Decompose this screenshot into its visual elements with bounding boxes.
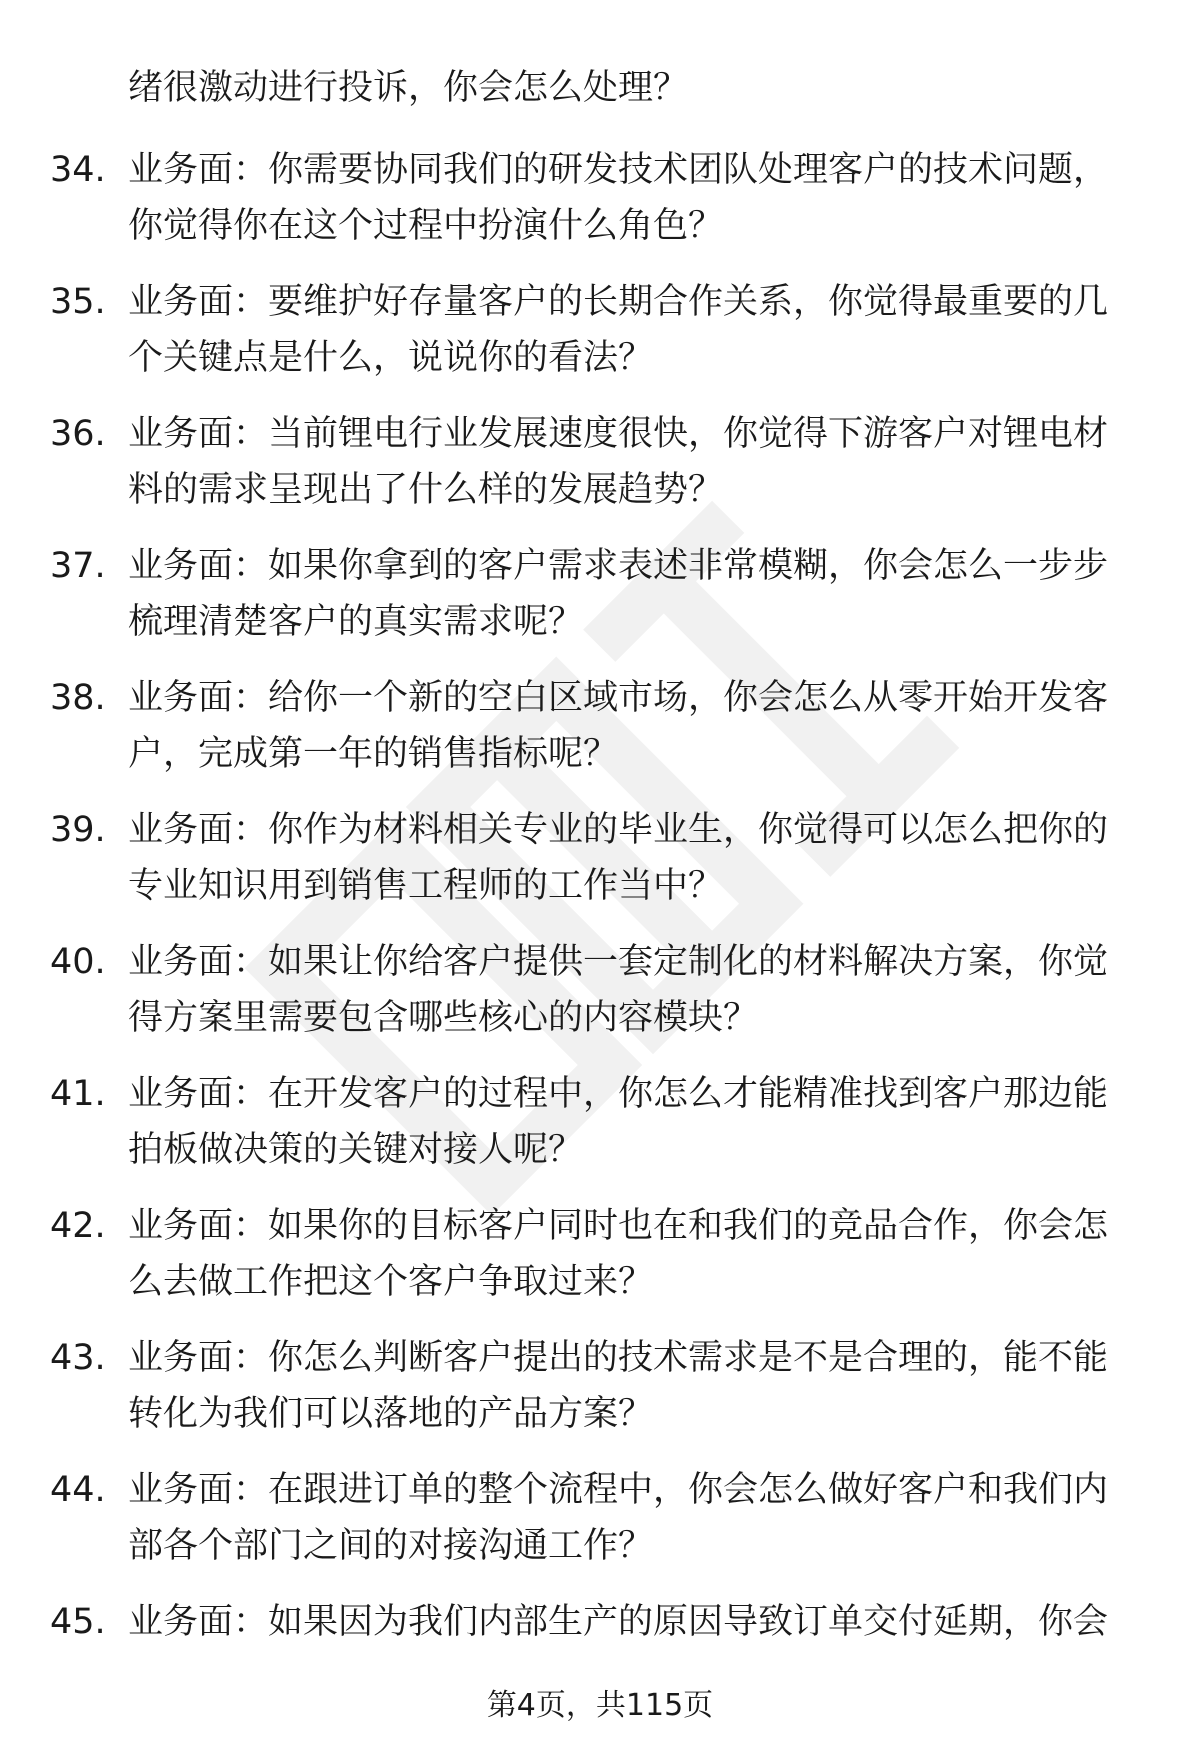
question-item xyxy=(0,804,1200,936)
question-line: 转化为我们可以落地的产品方案？ xyxy=(128,1394,654,1434)
question-line: 业务面：要维护好存量客户的长期合作关系，你觉得最重要的几 xyxy=(128,282,1109,322)
question-text xyxy=(128,540,1138,652)
question-text xyxy=(128,936,1138,1048)
question-line: 业务面：在开发客户的过程中，你怎么才能精准找到客户那边能 xyxy=(128,1074,1109,1114)
question-number: 42. xyxy=(50,1206,106,1246)
question-text xyxy=(128,408,1138,520)
question-number: 36. xyxy=(50,414,106,454)
question-line: 你觉得你在这个过程中扮演什么角色？ xyxy=(128,206,724,246)
question-item xyxy=(0,540,1200,672)
question-line: 梳理清楚客户的真实需求呢？ xyxy=(128,602,584,642)
question-text xyxy=(128,1332,1138,1444)
question-text xyxy=(128,276,1138,388)
question-text xyxy=(128,1068,1138,1180)
question-number: 34. xyxy=(50,150,106,190)
page-footer: 第4页，共115页 xyxy=(486,1688,714,1723)
question-text xyxy=(128,1464,1138,1576)
question-item xyxy=(0,1464,1200,1596)
question-line: 业务面：在跟进订单的整个流程中，你会怎么做好客户和我们内 xyxy=(128,1470,1109,1510)
question-list xyxy=(0,144,1200,1728)
question-line: 么去做工作把这个客户争取过来？ xyxy=(128,1262,654,1302)
question-line: 得方案里需要包含哪些核心的内容模块？ xyxy=(128,998,759,1038)
question-number: 37. xyxy=(50,546,106,586)
question-number: 40. xyxy=(50,942,106,982)
question-text xyxy=(128,144,1138,256)
question-item xyxy=(0,936,1200,1068)
question-line: 业务面：如果让你给客户提供一套定制化的材料解决方案，你觉 xyxy=(128,942,1109,982)
question-line: 业务面：如果你拿到的客户需求表述非常模糊，你会怎么一步步 xyxy=(128,546,1109,586)
question-line: 业务面：如果你的目标客户同时也在和我们的竞品合作，你会怎 xyxy=(128,1206,1109,1246)
question-number: 41. xyxy=(50,1074,106,1114)
question-line: 业务面：你作为材料相关专业的毕业生，你觉得可以怎么把你的 xyxy=(128,810,1109,850)
question-line: 业务面：你需要协同我们的研发技术团队处理客户的技术问题， xyxy=(128,150,1109,190)
question-number: 44. xyxy=(50,1470,106,1510)
question-line: 业务面：你怎么判断客户提出的技术需求是不是合理的，能不能 xyxy=(128,1338,1109,1378)
question-line: 业务面：当前锂电行业发展速度很快，你觉得下游客户对锂电材 xyxy=(128,414,1109,454)
question-line: 业务面：如果因为我们内部生产的原因导致订单交付延期，你会 xyxy=(128,1602,1109,1642)
question-number: 43. xyxy=(50,1338,106,1378)
question-line: 拍板做决策的关键对接人呢？ xyxy=(128,1130,584,1170)
question-item xyxy=(0,1332,1200,1464)
question-item xyxy=(0,408,1200,540)
question-item xyxy=(0,672,1200,804)
question-number: 38. xyxy=(50,678,106,718)
question-line: 料的需求呈现出了什么样的发展趋势？ xyxy=(128,470,724,510)
continuation-text: 绪很激动进行投诉，你会怎么处理？ xyxy=(128,68,689,108)
question-item xyxy=(0,1200,1200,1332)
question-line: 户，完成第一年的销售指标呢？ xyxy=(128,734,619,774)
question-text xyxy=(128,1200,1138,1312)
question-item xyxy=(0,276,1200,408)
question-number: 45. xyxy=(50,1602,106,1642)
question-number: 35. xyxy=(50,282,106,322)
question-line: 业务面：给你一个新的空白区域市场，你会怎么从零开始开发客 xyxy=(128,678,1109,718)
question-number: 39. xyxy=(50,810,106,850)
question-text xyxy=(128,672,1138,784)
question-text xyxy=(128,804,1138,916)
question-line: 部各个部门之间的对接沟通工作？ xyxy=(128,1526,654,1566)
question-line: 专业知识用到销售工程师的工作当中？ xyxy=(128,866,724,906)
question-line: 个关键点是什么，说说你的看法？ xyxy=(128,338,654,378)
question-item xyxy=(0,144,1200,276)
question-item xyxy=(0,1068,1200,1200)
question-text xyxy=(128,1596,1138,1648)
